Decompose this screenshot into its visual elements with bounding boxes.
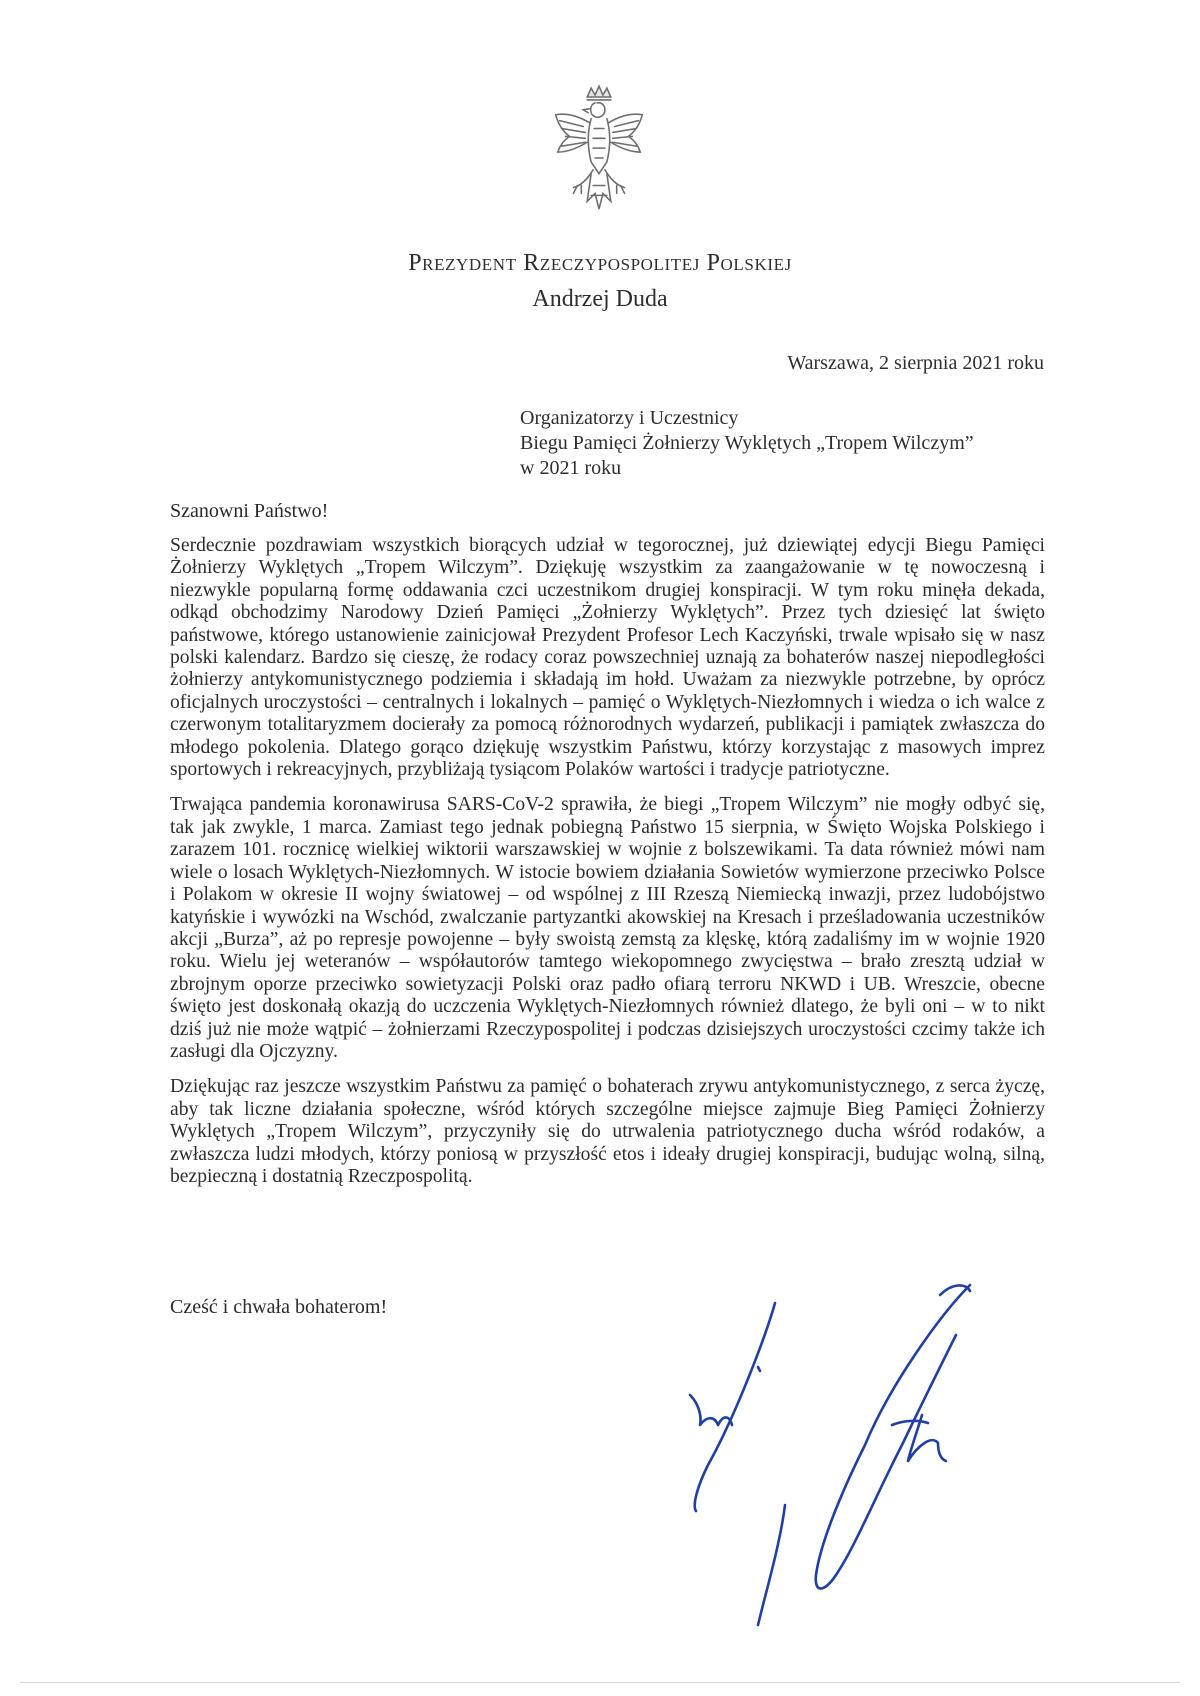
handwritten-signature — [640, 1275, 1060, 1635]
addressee-block — [520, 406, 974, 481]
addressee-line: Organizatorzy i Uczestnicy — [520, 407, 739, 429]
page-bottom-rule — [20, 1682, 1180, 1683]
addressee-line: w 2021 roku — [520, 457, 622, 479]
salutation: Szanowni Państwo! — [170, 500, 329, 522]
letter-header — [0, 245, 1200, 317]
closing-line: Cześć i chwała bohaterom! — [170, 1296, 388, 1318]
place-and-date: Warszawa, 2 sierpnia 2021 roku — [787, 352, 1044, 374]
body-paragraph: Dziękując raz jeszcze wszystkim Państwu za pamięć o bohaterach zrywu antykomunistycznego, z serca życzę, aby tak liczne działania społeczne, wśród których szczególne miejsce zajmuje Bieg Pamięci Żołnierzy Wyklętych „Tropem Wilczym”, przyczyniły się do utrwalenia patriotycznego ducha wśród rodaków, a zwłaszcza ludzi młodych, którzy poniosą w przyszłość etos i ideały drugiej konspiracji, budując wolną, silną, bezpieczną i dostatnią Rzeczpospolitą. — [170, 1076, 1045, 1187]
white-eagle-emblem-icon — [540, 82, 658, 232]
addressee-line: Biegu Pamięci Żołnierzy Wyklętych „Tropem Wilczym” — [520, 432, 974, 454]
sender-name: Andrzej Duda — [532, 286, 668, 312]
letter-body — [170, 535, 1045, 1201]
body-paragraph: Trwająca pandemia koronawirusa SARS-CoV-2 sprawiła, że biegi „Tropem Wilczym” nie mogły odbyć się, tak jak zwykle, 1 marca. Zamiast tego jednak pobiegną Państwo 15 sierpnia, w Święto Wojska Polskiego i zarazem 101. rocznicę wielkiej wiktorii warszawskiej w wojnie z bolszewikami. Ta data również mówi nam wiele o losach Wyklętych-Niezłomnych. W istocie bowiem działania Sowietów wymierzone przeciwko Polsce i Polakom w okresie II wojny światowej – od wspólnej z III Rzeszą Niemiecką inwazji, przez ludobójstwo katyńskie i wywózki na Wschód, zwalczanie partyzantki akowskiej na Kresach i prześladowania uczestników akcji „Burza”, aż po represje powojenne – były swoistą zemstą za klęskę, którą zadaliśmy im w wojnie 1920 roku. Wielu jej weteranów – współautorów tamtego wiekopomnego zwycięstwa – brało zresztą udział w zbrojnym oporze przeciwko sowietyzacji Polski oraz padło ofiarą terroru NKWD i UB. Wreszcie, obecne święto jest doskonałą okazją do uczczenia Wyklętych-Niezłomnych również dlatego, że byli oni – w to nikt dziś już nie może wątpić – żołnierzami Rzeczypospolitej i podczas dzisiejszych uroczystości czcimy także ich zasługi dla Ojczyzny. — [170, 794, 1045, 1062]
body-paragraph: Serdecznie pozdrawiam wszystkich biorących udział w tegorocznej, już dziewiątej edycji Biegu Pamięci Żołnierzy Wyklętych „Tropem Wilczym”. Dziękuję wszystkim za zaangażowanie w tę nowoczesną i niezwykle popularną formę oddawania czci uczestnikom drugiej konspiracji. W tym roku minęła dekada, odkąd obchodzimy Narodowy Dzień Pamięci „Żołnierzy Wyklętych”. Przez tych dziesięć lat święto państwowe, którego ustanowienie zainicjował Prezydent Profesor Lech Kaczyński, trwale wpisało się w nasz polski kalendarz. Bardzo się cieszę, że rodacy coraz powszechniej uznają za bohaterów naszej niepodległości żołnierzy antykomunistycznego podziemia i składają im hołd. Uważam za niezwykle potrzebne, by oprócz oficjalnych uroczystości – centralnych i lokalnych – pamięć o Wyklętych-Niezłomnych i wiedza o ich walce z czerwonym totalitaryzmem docierały za pomocą różnorodnych wydarzeń, publikacji i pamiątek zwłaszcza do młodego pokolenia. Dlatego gorąco dziękuję wszystkim Państwu, którzy korzystając z masowych imprez sportowych i rekreacyjnych, przybliżają tysiącom Polaków wartości i tradycje patriotyczne. — [170, 535, 1045, 781]
sender-office: Prezydent Rzeczypospolitej Polskiej — [408, 250, 792, 276]
